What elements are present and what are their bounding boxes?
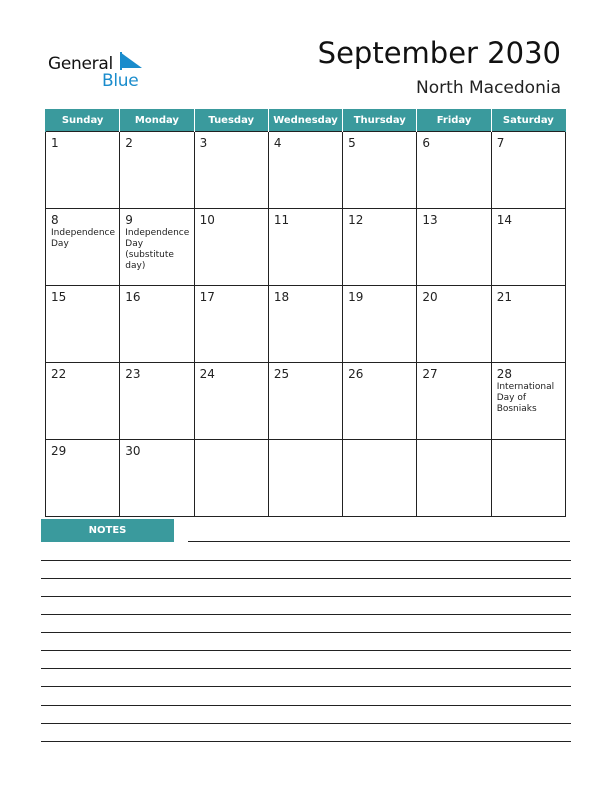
page-title: September 2030 <box>317 36 561 70</box>
day-number: 20 <box>422 290 438 304</box>
week-row <box>46 132 566 209</box>
day-cell <box>120 132 194 209</box>
day-cell <box>491 209 565 286</box>
triangle-flag-icon <box>120 52 142 70</box>
day-cell <box>268 286 342 363</box>
day-cell <box>194 209 268 286</box>
note-line <box>41 614 571 615</box>
note-line <box>41 668 571 669</box>
week-row <box>46 363 566 440</box>
brand-logo <box>48 52 158 92</box>
day-cell <box>194 132 268 209</box>
weekday-sunday: Sunday <box>46 109 120 132</box>
weekday-tuesday: Tuesday <box>194 109 268 132</box>
day-cell <box>417 363 491 440</box>
day-cell <box>491 363 565 440</box>
weekday-monday: Monday <box>120 109 194 132</box>
day-cell <box>268 363 342 440</box>
day-number: 25 <box>273 367 290 381</box>
weekday-header-row <box>46 109 566 132</box>
day-cell <box>46 440 120 517</box>
calendar-grid <box>45 109 566 517</box>
day-number: 19 <box>348 290 364 304</box>
day-cell <box>120 363 194 440</box>
day-cell <box>46 132 120 209</box>
day-cell <box>343 286 417 363</box>
holiday-label: Independence Day <box>51 228 116 249</box>
day-number: 24 <box>199 367 215 381</box>
day-number: 11 <box>273 213 290 227</box>
weekday-wednesday: Wednesday <box>268 109 342 132</box>
day-number: 12 <box>348 213 364 227</box>
note-line <box>41 741 571 742</box>
notes-label: NOTES <box>41 519 174 542</box>
day-number: 18 <box>273 290 290 304</box>
day-number: 1 <box>51 136 59 150</box>
day-cell <box>417 209 491 286</box>
day-number: 26 <box>348 367 364 381</box>
day-number: 10 <box>199 213 215 227</box>
day-number: 6 <box>422 136 431 150</box>
day-number: 15 <box>51 290 67 304</box>
note-line <box>41 632 571 633</box>
note-line <box>41 705 571 706</box>
day-cell <box>343 363 417 440</box>
week-row <box>46 440 566 517</box>
day-cell <box>417 132 491 209</box>
day-cell <box>194 286 268 363</box>
day-cell <box>417 440 491 517</box>
day-cell <box>343 440 417 517</box>
day-cell <box>46 209 120 286</box>
holiday-label: International Day of Bosniaks <box>496 382 555 414</box>
day-cell <box>343 209 417 286</box>
day-number: 3 <box>199 136 208 150</box>
day-cell <box>491 286 565 363</box>
day-number: 21 <box>496 290 512 304</box>
brand-word-blue: Blue <box>102 71 139 91</box>
note-line <box>41 560 571 561</box>
day-cell <box>46 286 120 363</box>
day-cell <box>268 209 342 286</box>
day-number: 14 <box>496 213 512 227</box>
day-cell <box>491 132 565 209</box>
day-cell <box>120 440 194 517</box>
day-number: 22 <box>51 367 67 381</box>
day-cell <box>268 440 342 517</box>
day-number: 2 <box>125 136 133 150</box>
note-line <box>41 596 571 597</box>
holiday-label: Independence Day (substitute day) <box>125 228 190 271</box>
day-number: 9 <box>125 213 133 227</box>
day-number: 27 <box>422 367 438 381</box>
day-number: 5 <box>348 136 356 150</box>
note-line <box>41 723 571 724</box>
day-number: 28 <box>496 367 512 381</box>
day-number: 16 <box>125 290 141 304</box>
day-number: 30 <box>125 444 141 458</box>
note-line <box>188 541 570 542</box>
day-number: 7 <box>496 136 505 150</box>
day-cell <box>417 286 491 363</box>
weekday-saturday: Saturday <box>491 109 565 132</box>
weekday-friday: Friday <box>417 109 491 132</box>
country-name: North Macedonia <box>416 78 561 98</box>
day-number: 23 <box>125 367 141 381</box>
note-line <box>41 578 571 579</box>
day-cell <box>268 132 342 209</box>
calendar-body <box>46 132 566 517</box>
day-cell <box>491 440 565 517</box>
day-cell <box>46 363 120 440</box>
note-line <box>41 686 571 687</box>
day-cell <box>120 286 194 363</box>
week-row <box>46 209 566 286</box>
day-number: 13 <box>422 213 438 227</box>
week-row <box>46 286 566 363</box>
day-number: 29 <box>51 444 67 458</box>
weekday-thursday: Thursday <box>343 109 417 132</box>
note-line <box>41 650 571 651</box>
day-number: 17 <box>199 290 215 304</box>
day-cell <box>343 132 417 209</box>
day-number: 8 <box>51 213 59 227</box>
day-cell <box>194 440 268 517</box>
day-number: 4 <box>273 136 282 150</box>
day-cell <box>194 363 268 440</box>
day-cell <box>120 209 194 286</box>
brand-word-general: General <box>48 54 113 74</box>
